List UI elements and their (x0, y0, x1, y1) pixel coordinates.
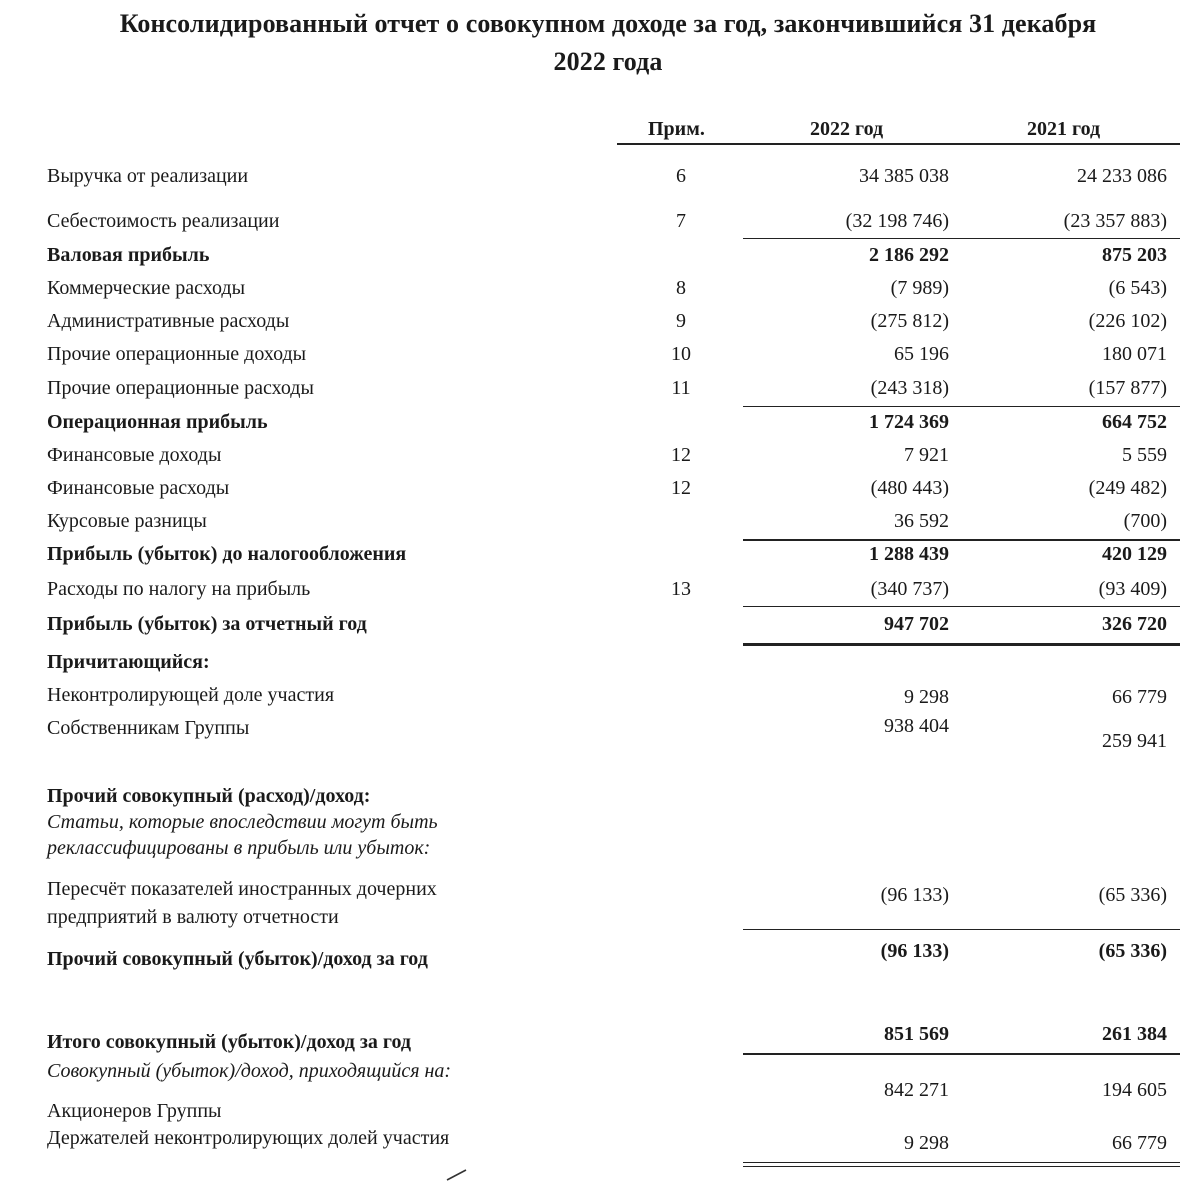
report-title-line-2: 2022 года (553, 47, 663, 76)
shareholders-2022-value: 842 271 (884, 1079, 949, 1101)
row-label: Выручка от реализации (47, 165, 249, 187)
row-value-2021: (93 409) (1098, 578, 1167, 600)
oci-subheading-line-2: реклассифицированы в прибыль или убыток: (47, 837, 431, 859)
statement-row (0, 340, 1200, 368)
row-value-2022: 34 385 038 (859, 165, 949, 187)
row-value-2021: (6 543) (1108, 277, 1167, 299)
row-label: Коммерческие расходы (47, 277, 246, 299)
nci-2021-value: 66 779 (1112, 686, 1167, 708)
row-note: 11 (671, 377, 691, 399)
row-value-2021: 24 233 086 (1077, 165, 1167, 187)
row-value-2021: 420 129 (1102, 543, 1167, 565)
row-note: 13 (671, 578, 691, 600)
row-value-2021: (23 357 883) (1063, 210, 1167, 232)
fx-translation-2022-value: (96 133) (880, 884, 949, 906)
row-note: 9 (676, 310, 686, 332)
statement-row (0, 610, 1200, 638)
row-label: Прочие операционные доходы (47, 343, 307, 365)
row-note: 12 (671, 444, 691, 466)
row-value-2022: 2 186 292 (869, 244, 949, 266)
row-note: 8 (676, 277, 686, 299)
owners-label: Собственникам Группы (47, 717, 250, 739)
column-header-note: Прим. (648, 118, 705, 140)
statement-row (0, 374, 1200, 402)
row-label: Административные расходы (47, 310, 290, 332)
rule-profit-for-year (743, 606, 1180, 607)
nci-label: Неконтролирующей доле участия (47, 684, 335, 706)
owners-2021-value: 259 941 (1102, 730, 1167, 752)
row-value-2021: 664 752 (1102, 411, 1167, 433)
oci-heading: Прочий совокупный (расход)/доход: (47, 785, 371, 807)
row-note: 7 (676, 210, 686, 232)
row-value-2021: (249 482) (1088, 477, 1167, 499)
shareholders-label: Акционеров Группы (47, 1100, 222, 1122)
statement-row (0, 540, 1200, 568)
row-label: Операционная прибыль (47, 411, 268, 433)
rule-final-double (743, 1162, 1180, 1167)
row-value-2022: 7 921 (904, 444, 949, 466)
rule-profit-for-year-double (743, 643, 1180, 646)
row-label: Финансовые расходы (47, 477, 230, 499)
nci-holders-2021-value: 66 779 (1112, 1132, 1167, 1154)
total-ci-attrib-heading: Совокупный (убыток)/доход, приходящийся на: (47, 1060, 452, 1082)
row-label: Валовая прибыль (47, 244, 210, 266)
row-value-2022: 947 702 (884, 613, 949, 635)
row-value-2022: 1 724 369 (869, 411, 949, 433)
statement-row (0, 474, 1200, 502)
row-value-2022: (340 737) (870, 578, 949, 600)
row-note: 6 (676, 165, 686, 187)
row-value-2022: 36 592 (894, 510, 949, 532)
row-value-2021: (226 102) (1088, 310, 1167, 332)
owners-2022-value: 938 404 (884, 715, 949, 737)
row-note: 12 (671, 477, 691, 499)
oci-total-2021-value: (65 336) (1098, 940, 1167, 962)
total-ci-2021-value: 261 384 (1102, 1023, 1167, 1045)
report-title-line-1: Консолидированный отчет о совокупном доходе за год, закончившийся 31 декабря (119, 9, 1097, 38)
statement-row (0, 274, 1200, 302)
row-value-2022: (32 198 746) (845, 210, 949, 232)
nci-holders-2022-value: 9 298 (904, 1132, 949, 1154)
oci-total-label: Прочий совокупный (убыток)/доход за год (47, 948, 428, 970)
rule-operating-profit (743, 406, 1180, 407)
row-value-2021: (700) (1123, 510, 1167, 532)
fx-translation-label-line-2: предприятий в валюту отчетности (47, 906, 339, 928)
statement-row (0, 207, 1200, 235)
total-ci-2022-value: 851 569 (884, 1023, 949, 1045)
total-ci-label: Итого совокупный (убыток)/доход за год (47, 1031, 412, 1053)
row-note: 10 (671, 343, 691, 365)
row-value-2022: 1 288 439 (869, 543, 949, 565)
statement-row (0, 241, 1200, 269)
row-value-2021: (157 877) (1088, 377, 1167, 399)
oci-total-2022-value: (96 133) (880, 940, 949, 962)
row-value-2022: (7 989) (890, 277, 949, 299)
fx-translation-label-line-1: Пересчёт показателей иностранных дочерних (47, 878, 437, 900)
rule-oci-total (743, 929, 1180, 930)
attributable-heading: Причитающийся: (47, 651, 210, 673)
row-label: Себестоимость реализации (47, 210, 280, 232)
rule-gross-profit (743, 238, 1180, 239)
pen-stroke-mark (445, 1168, 469, 1181)
statement-row (0, 307, 1200, 335)
fx-translation-2021-value: (65 336) (1098, 884, 1167, 906)
statement-row (0, 507, 1200, 535)
column-header-2022: 2022 год (810, 118, 884, 140)
statement-row (0, 441, 1200, 469)
row-value-2021: 5 559 (1122, 444, 1167, 466)
statement-row (0, 408, 1200, 436)
row-value-2022: (243 318) (870, 377, 949, 399)
statement-row (0, 575, 1200, 603)
row-label: Прочие операционные расходы (47, 377, 314, 399)
nci-holders-label: Держателей неконтролирующих долей участия (47, 1127, 450, 1149)
row-label: Курсовые разницы (47, 510, 207, 532)
oci-subheading-line-1: Статьи, которые впоследствии могут быть (47, 811, 438, 833)
row-value-2022: (275 812) (870, 310, 949, 332)
statement-row (0, 162, 1200, 190)
row-label: Финансовые доходы (47, 444, 222, 466)
row-value-2022: (480 443) (870, 477, 949, 499)
row-label: Расходы по налогу на прибыль (47, 578, 311, 600)
nci-2022-value: 9 298 (904, 686, 949, 708)
row-value-2021: 326 720 (1102, 613, 1167, 635)
row-value-2021: 875 203 (1102, 244, 1167, 266)
row-value-2022: 65 196 (894, 343, 949, 365)
column-header-2021: 2021 год (1027, 118, 1101, 140)
row-value-2021: 180 071 (1102, 343, 1167, 365)
rule-total-ci (743, 1053, 1180, 1055)
row-label: Прибыль (убыток) за отчетный год (47, 613, 367, 635)
header-underline (617, 143, 1180, 145)
rule-profit-before-tax (743, 539, 1180, 541)
shareholders-2021-value: 194 605 (1102, 1079, 1167, 1101)
row-label: Прибыль (убыток) до налогообложения (47, 543, 407, 565)
